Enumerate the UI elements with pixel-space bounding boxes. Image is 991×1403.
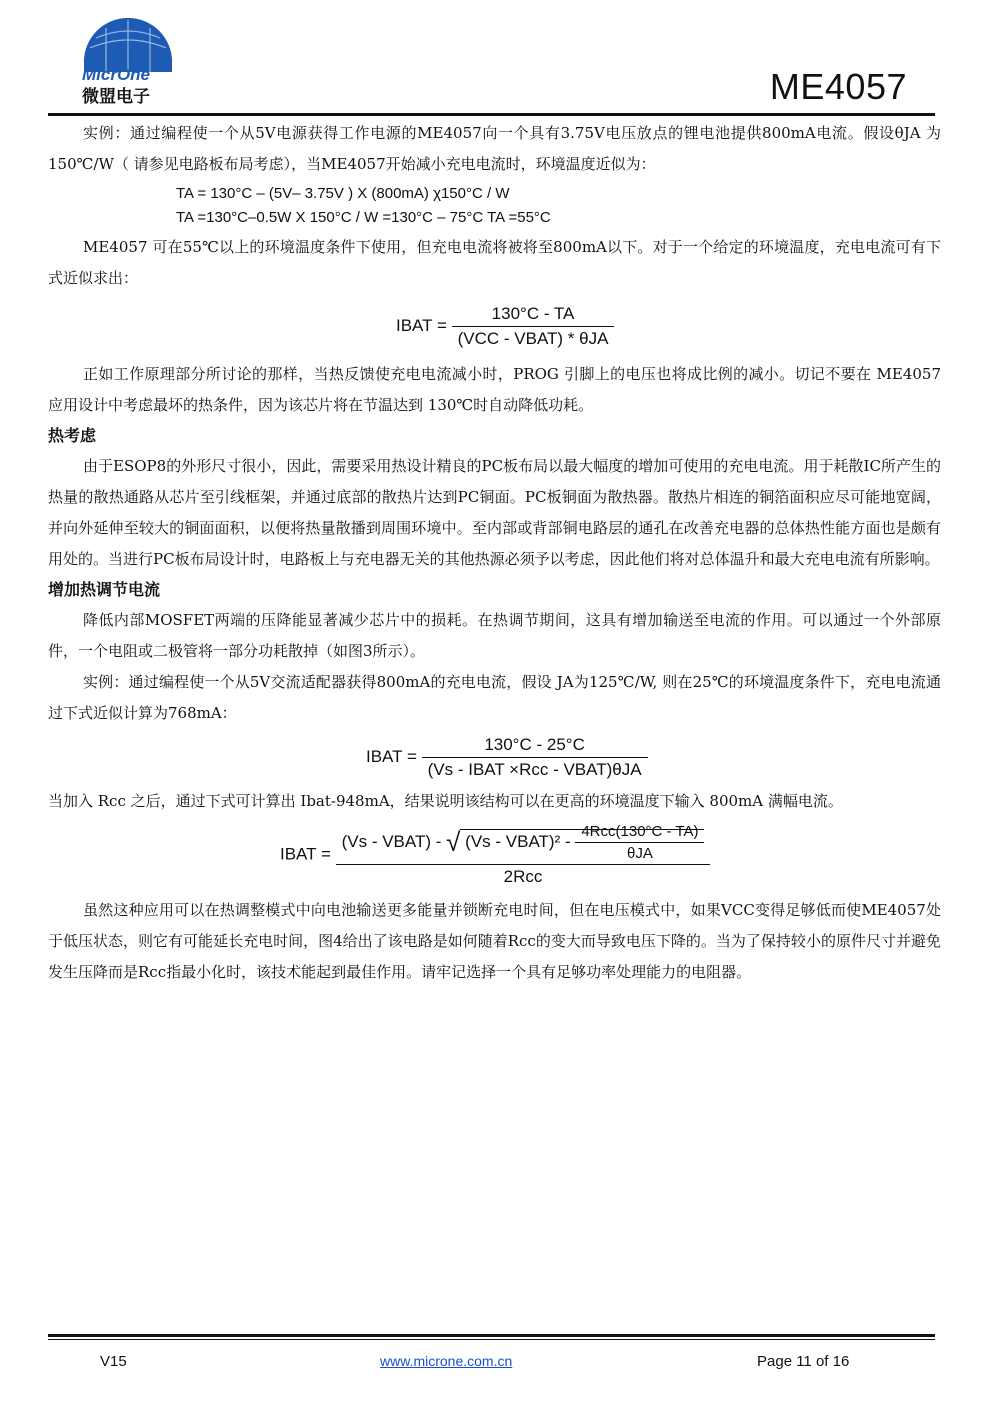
logo-text-en: MicrOne [82,65,151,84]
equation-ta-2: TA =130°C–0.5W X 150°C / W =130°C – 75°C TA =55°C [176,209,551,226]
formula-2-denominator: (Vs - IBAT ×Rcc - VBAT)θJA [427,760,642,779]
formula-1-numerator: 130°C - TA [452,304,615,327]
formula-ibat-3 [280,823,941,887]
formula-3-inner-numerator: 4Rcc(130°C - TA) [575,823,704,843]
formula-1-denominator: (VCC - VBAT) * θJA [457,329,609,348]
paragraph-rcc: 当加入 Rcc 之后，通过下式可计算出 Ibat-948mA，结果说明该结构可以在更高的环境温度下输入 800mA 满幅电流。 [48,792,843,810]
heading-thermal-considerations: 热考虑 [48,426,97,445]
formula-1-fraction [452,304,615,349]
company-logo [76,18,180,110]
formula-3-fraction [336,823,711,887]
formula-3-term-a: (Vs - VBAT) - [341,831,442,851]
heading-increase-thermal-current: 增加热调节电流 [48,580,161,599]
formula-ibat-2 [366,735,941,780]
paragraph-thermal-feedback: 正如工作原理部分所讨论的那样，当热反馈使充电电流减小时，PROG 引脚上的电压也将成比例的减小。切记不要在 ME4057 应用设计中考虑最坏的热条件，因为该芯片将在节温达到 130℃时自动降低功耗。 [48,365,941,414]
sqrt-symbol: √ [446,826,461,857]
formula-3-inner-denominator: θJA [626,845,653,862]
formula-3-denominator: 2Rcc [503,867,543,886]
formula-2-fraction [422,735,648,780]
formula-ibat-1 [396,304,941,349]
formula-3-inner-fraction [575,823,704,862]
formula-1-lhs: IBAT = [396,315,447,335]
equation-ta-1: TA = 130°C – (5V– 3.75V ) X (800mA) χ150°C / W [176,185,510,202]
footer-rule-thick [48,1334,935,1337]
paragraph-closing: 虽然这种应用可以在热调整模式中向电池输送更多能量并锁断充电时间，但在电压模式中，如果VCC变得足够低而使ME4057处于低压状态，则它有可能延长充电时间，图4给出了该电路是如何随着Rcc的变大而导致电压下降的。当为了保持较小的原件尺寸并避免发生压降而是Rcc指最小化时，该技术能起到最佳作用。请牢记选择一个具有足够功率处理能力的电阻器。 [48,901,941,981]
footer-website [380,1353,512,1370]
formula-3-term-b: (Vs - VBAT)² - [465,831,571,851]
footer-page-number: Page 11 of 16 [757,1353,850,1370]
website-link[interactable]: www.microne.com.cn [380,1353,513,1369]
paragraph-example-1: 实例：通过编程使一个从5V电源获得工作电源的ME4057向一个具有3.75V电压放点的锂电池提供800mA电流。假设θJA 为150℃/W（ 请参见电路板布局考虑），当ME4057开始减小充电电流时，环境温度近似为： [48,124,941,173]
formula-3-numerator [336,823,711,865]
paragraph-ambient: ME4057 可在55℃以上的环境温度条件下使用，但充电电流将被将至800mA以下。对于一个给定的环境温度，充电电流可有下式近似求出： [48,238,941,287]
header-rule [48,113,935,116]
formula-2-lhs: IBAT = [366,746,417,766]
formula-3-lhs: IBAT = [280,844,331,864]
paragraph-mosfet: 降低内部MOSFET两端的压降能显著减少芯片中的损耗。在热调节期间，这具有增加输送至电流的作用。可以通过一个外部原件，一个电阻或二极管将一部分功耗散掉（如图3所示）。 [48,611,941,660]
logo-text-cn: 微盟电子 [82,87,150,107]
page-content [48,118,941,988]
paragraph-example-2: 实例：通过编程使一个从5V交流适配器获得800mA的充电电流，假设 JA为125℃/W, 则在25℃的环境温度条件下，充电电流通过下式近似计算为768mA： [48,673,941,722]
formula-2-numerator: 130°C - 25°C [422,735,648,758]
document-title: ME4057 [769,66,907,107]
footer-version: V15 [100,1353,127,1370]
paragraph-thermal-considerations: 由于ESOP8的外形尺寸很小，因此，需要采用热设计精良的PC板布局以最大幅度的增加可使用的充电电流。用于耗散IC所产生的热量的散热通路从芯片至引线框架，并通过底部的散热片达到PC铜面。PC板铜面为散热器。散热片相连的铜箔面积应尽可能地宽阔，并向外延伸至较大的铜面面积，以便将热量散播到周围环境中。至内部或背部铜电路层的通孔在改善充电器的总体热性能方面也是颇有用处的。当进行PC板布局设计时，电路板上与充电器无关的其他热源必须予以考虑，因此他们将对总体温升和最大充电电流有所影响。 [48,457,941,568]
footer-rule-thin [48,1339,935,1340]
